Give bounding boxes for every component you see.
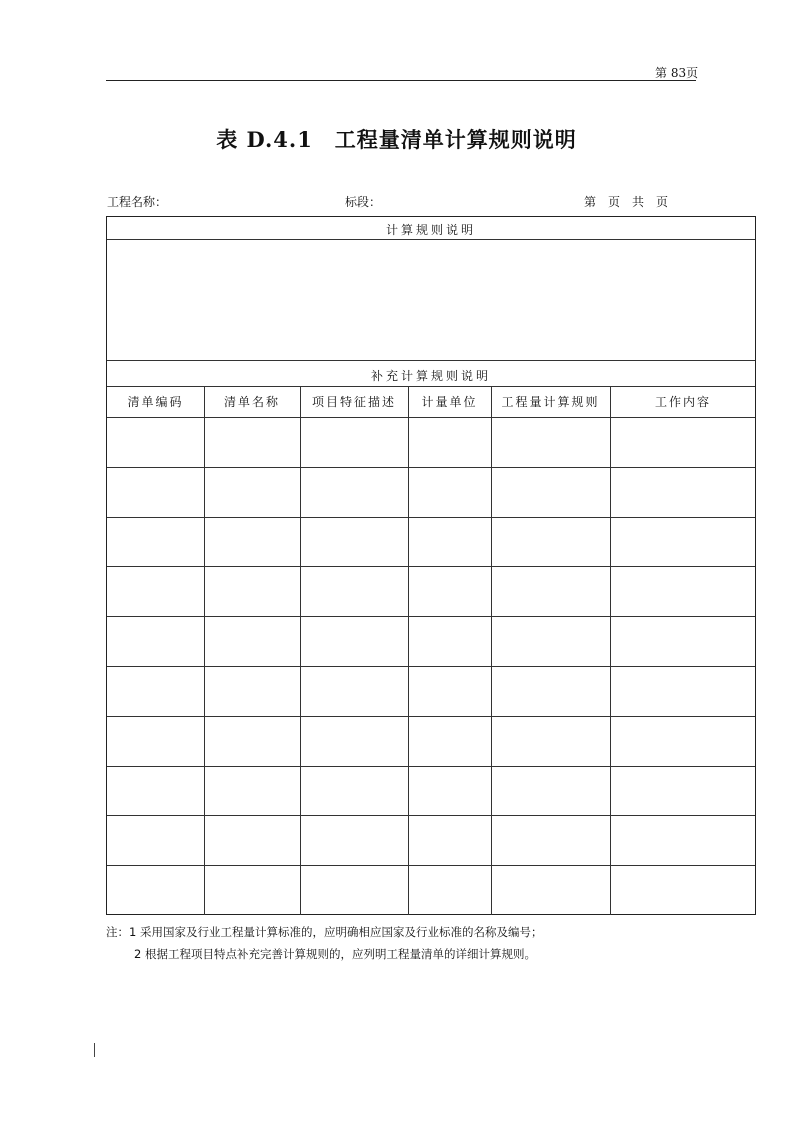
form-table	[106, 216, 756, 915]
column-header-rule: 工程量计算规则	[501, 395, 600, 409]
section-heading-supplementary: 补充计算规则说明	[370, 369, 491, 383]
column-header-work: 工作内容	[654, 395, 711, 409]
row-divider	[107, 517, 755, 518]
column-header-unit: 计量单位	[421, 395, 478, 409]
divider	[107, 360, 755, 361]
table-row	[107, 467, 755, 517]
notes	[106, 921, 542, 965]
section-label: 标段：	[345, 195, 382, 209]
table-row	[107, 666, 755, 716]
row-divider	[107, 666, 755, 667]
table-row	[107, 566, 755, 616]
column-header-features: 项目特征描述	[311, 395, 396, 409]
page-count-label: 第 页 共 页	[584, 195, 669, 209]
project-name-label: 工程名称：	[107, 195, 168, 209]
row-divider	[107, 716, 755, 717]
row-divider	[107, 566, 755, 567]
rules-description-area	[107, 240, 755, 360]
document-title: 表 D.4.1 工程量清单计算规则说明	[216, 127, 577, 152]
row-divider	[107, 865, 755, 866]
row-divider	[107, 467, 755, 468]
table-row	[107, 517, 755, 567]
row-divider	[107, 815, 755, 816]
table-row	[107, 766, 755, 816]
note-2: 2 根据工程项目特点补充完善计算规则的，应列明工程量清单的详细计算规则。	[134, 947, 536, 961]
table-row	[107, 865, 755, 915]
section-heading-rules: 计算规则说明	[385, 223, 476, 237]
table-row	[107, 716, 755, 766]
page-number: 第 83页	[655, 66, 699, 80]
header-rule	[106, 80, 696, 81]
row-divider	[107, 616, 755, 617]
table-row	[107, 616, 755, 666]
table-row	[107, 417, 755, 467]
note-1: 注：1 采用国家及行业工程量计算标准的，应明确相应国家及行业标准的名称及编号；	[106, 925, 543, 939]
table-row	[107, 815, 755, 865]
margin-mark	[94, 1043, 95, 1057]
row-divider	[107, 766, 755, 767]
column-header-code: 清单编码	[127, 395, 184, 409]
column-header-name: 清单名称	[223, 395, 280, 409]
